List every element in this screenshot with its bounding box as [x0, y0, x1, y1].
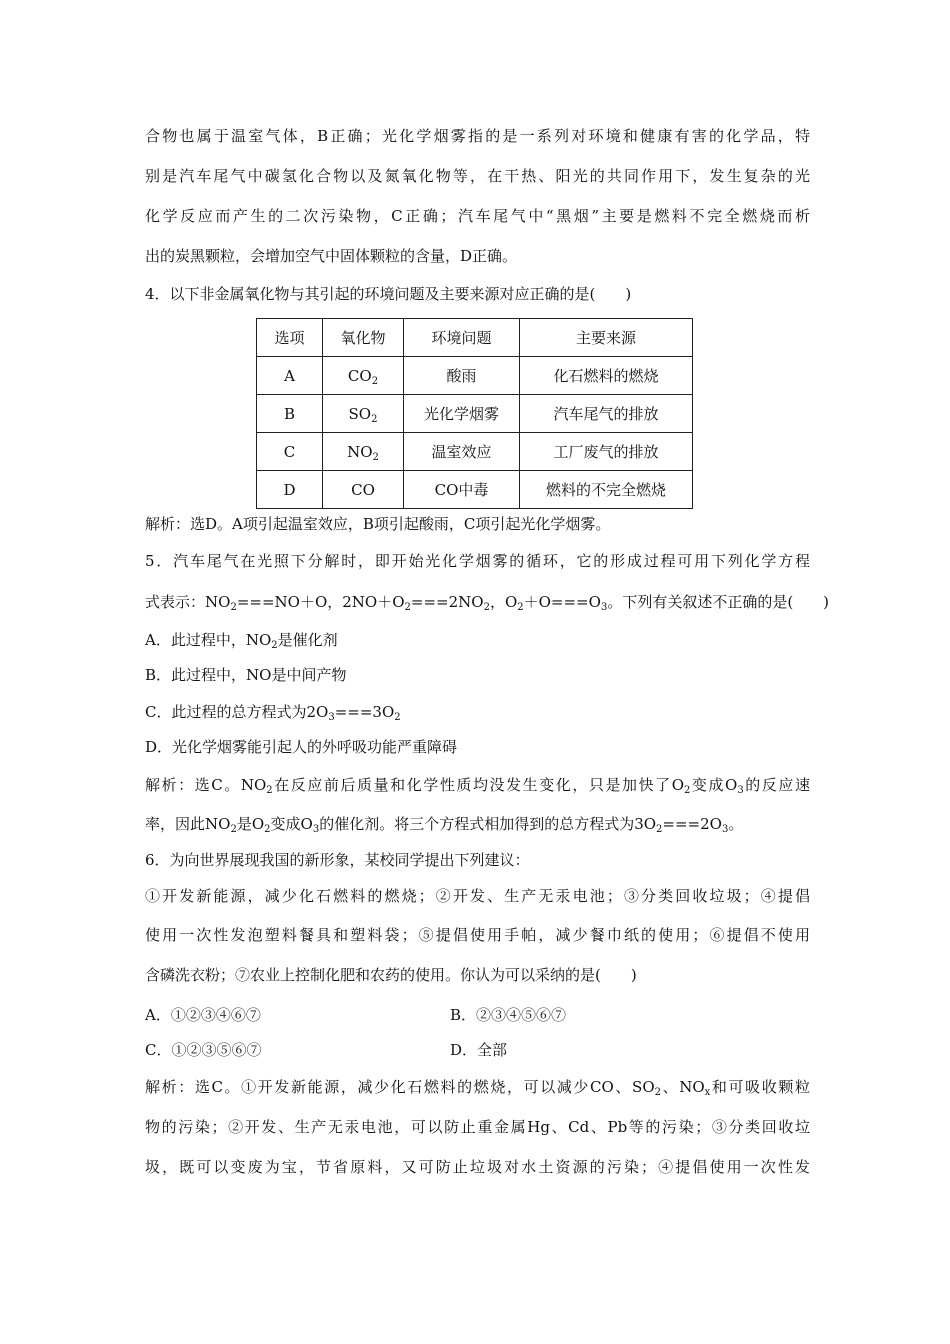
- question-5-stem-equations: 式表示：$NO_2===NO+O$，$2NO+O_2===2NO_2$，$O_2+O===O_3$。下列有关叙述不正确的是( ): [145, 593, 830, 613]
- table-header-cell: 氧化物: [323, 319, 404, 357]
- table-header-cell: 选项: [257, 319, 323, 357]
- question-6-analysis-cont: 物的污染；②开发、生产无汞电池，可以防止重金属Hg、Cd、Pb等的污染；③分类回收垃: [145, 1118, 810, 1136]
- table-cell-oxide: $NO_2$: [323, 433, 404, 471]
- question-6-option-a: A．①②③④⑥⑦: [145, 1006, 261, 1024]
- table-cell-source: 化石燃料的燃烧: [520, 357, 693, 395]
- question-5-analysis: 解析：选C。$NO_2$在反应前后质量和化学性质均没发生变化，只是加快了$O_2$变成$O_3$的反应速: [145, 776, 810, 796]
- table-row: [257, 357, 693, 395]
- text-line: 出的炭黑颗粒，会增加空气中固体颗粒的含量，D正确。: [145, 247, 518, 265]
- table-row: [257, 471, 693, 509]
- question-5-option-a: A．此过程中，$NO_2$是催化剂: [145, 631, 338, 651]
- text-line: 化学反应而产生的二次污染物，C正确；汽车尾气中“黑烟”主要是燃料不完全燃烧而析: [145, 207, 810, 225]
- question-6-option-d: D．全部: [450, 1041, 508, 1059]
- table-cell-problem: 酸雨: [404, 357, 520, 395]
- table-cell-problem: 温室效应: [404, 433, 520, 471]
- table-cell-option: A: [257, 357, 323, 395]
- question-5-analysis-cont: 率，因此$NO_2$是$O_2$变成$O_3$的催化剂。将三个方程式相加得到的总方程式为$3O_2===2O_3$。: [145, 815, 744, 835]
- question-6-body: 含磷洗衣粉；⑦农业上控制化肥和农药的使用。你认为可以采纳的是( ): [145, 966, 637, 984]
- table-row: [257, 433, 693, 471]
- question-6-stem: 6．为向世界展现我国的新形象，某校同学提出下列建议：: [145, 851, 530, 869]
- question-6-body: ①开发新能源，减少化石燃料的燃烧；②开发、生产无汞电池；③分类回收垃圾；④提倡: [145, 887, 810, 905]
- question-4-stem: 4．以下非金属氧化物与其引起的环境问题及主要来源对应正确的是( ): [145, 285, 632, 303]
- table-cell-option: B: [257, 395, 323, 433]
- table-cell-oxide: CO: [323, 471, 404, 509]
- table-cell-source: 燃料的不完全燃烧: [520, 471, 693, 509]
- table-header-row: [257, 319, 693, 357]
- table-row: [257, 395, 693, 433]
- table-header-cell: 环境问题: [404, 319, 520, 357]
- table-cell-problem: CO中毒: [404, 471, 520, 509]
- table-cell-problem: 光化学烟雾: [404, 395, 520, 433]
- text-line: 别是汽车尾气中碳氢化合物以及氮氧化物等，在干热、阳光的共同作用下，发生复杂的光: [145, 167, 810, 185]
- question-5-stem: 5．汽车尾气在光照下分解时，即开始光化学烟雾的循环，它的形成过程可用下列化学方程: [145, 552, 810, 570]
- table-cell-oxide: $CO_2$: [323, 357, 404, 395]
- question-6-option-c: C．①②③⑤⑥⑦: [145, 1041, 262, 1059]
- question-6-analysis: 解析：选C。①开发新能源，减少化石燃料的燃烧，可以减少CO、$SO_2$、$NO_x$和可吸收颗粒: [145, 1078, 810, 1098]
- text-line: 合物也属于温室气体，B正确；光化学烟雾指的是一系列对环境和健康有害的化学品，特: [145, 127, 810, 145]
- table-cell-option: D: [257, 471, 323, 509]
- table-cell-source: 工厂废气的排放: [520, 433, 693, 471]
- question-5-option-b: B．此过程中，NO是中间产物: [145, 666, 347, 684]
- table-header-cell: 主要来源: [520, 319, 693, 357]
- table-cell-source: 汽车尾气的排放: [520, 395, 693, 433]
- question-6-body: 使用一次性发泡塑料餐具和塑料袋；⑤提倡使用手帕，减少餐巾纸的使用；⑥提倡不使用: [145, 926, 810, 944]
- question-5-option-c: C．此过程的总方程式为$2O_3===3O_2$: [145, 703, 401, 723]
- question-4-analysis: 解析：选D。A项引起温室效应，B项引起酸雨，C项引起光化学烟雾。: [145, 515, 611, 533]
- question-6-option-b: B．②③④⑤⑥⑦: [450, 1006, 567, 1024]
- question-5-option-d: D．光化学烟雾能引起人的外呼吸功能严重障碍: [145, 738, 458, 756]
- question-6-analysis-cont: 圾，既可以变废为宝，节省原料，又可防止垃圾对水土资源的污染；④提倡使用一次性发: [145, 1158, 810, 1176]
- table-cell-option: C: [257, 433, 323, 471]
- question-4-table: [256, 318, 693, 509]
- table-cell-oxide: $SO_2$: [323, 395, 404, 433]
